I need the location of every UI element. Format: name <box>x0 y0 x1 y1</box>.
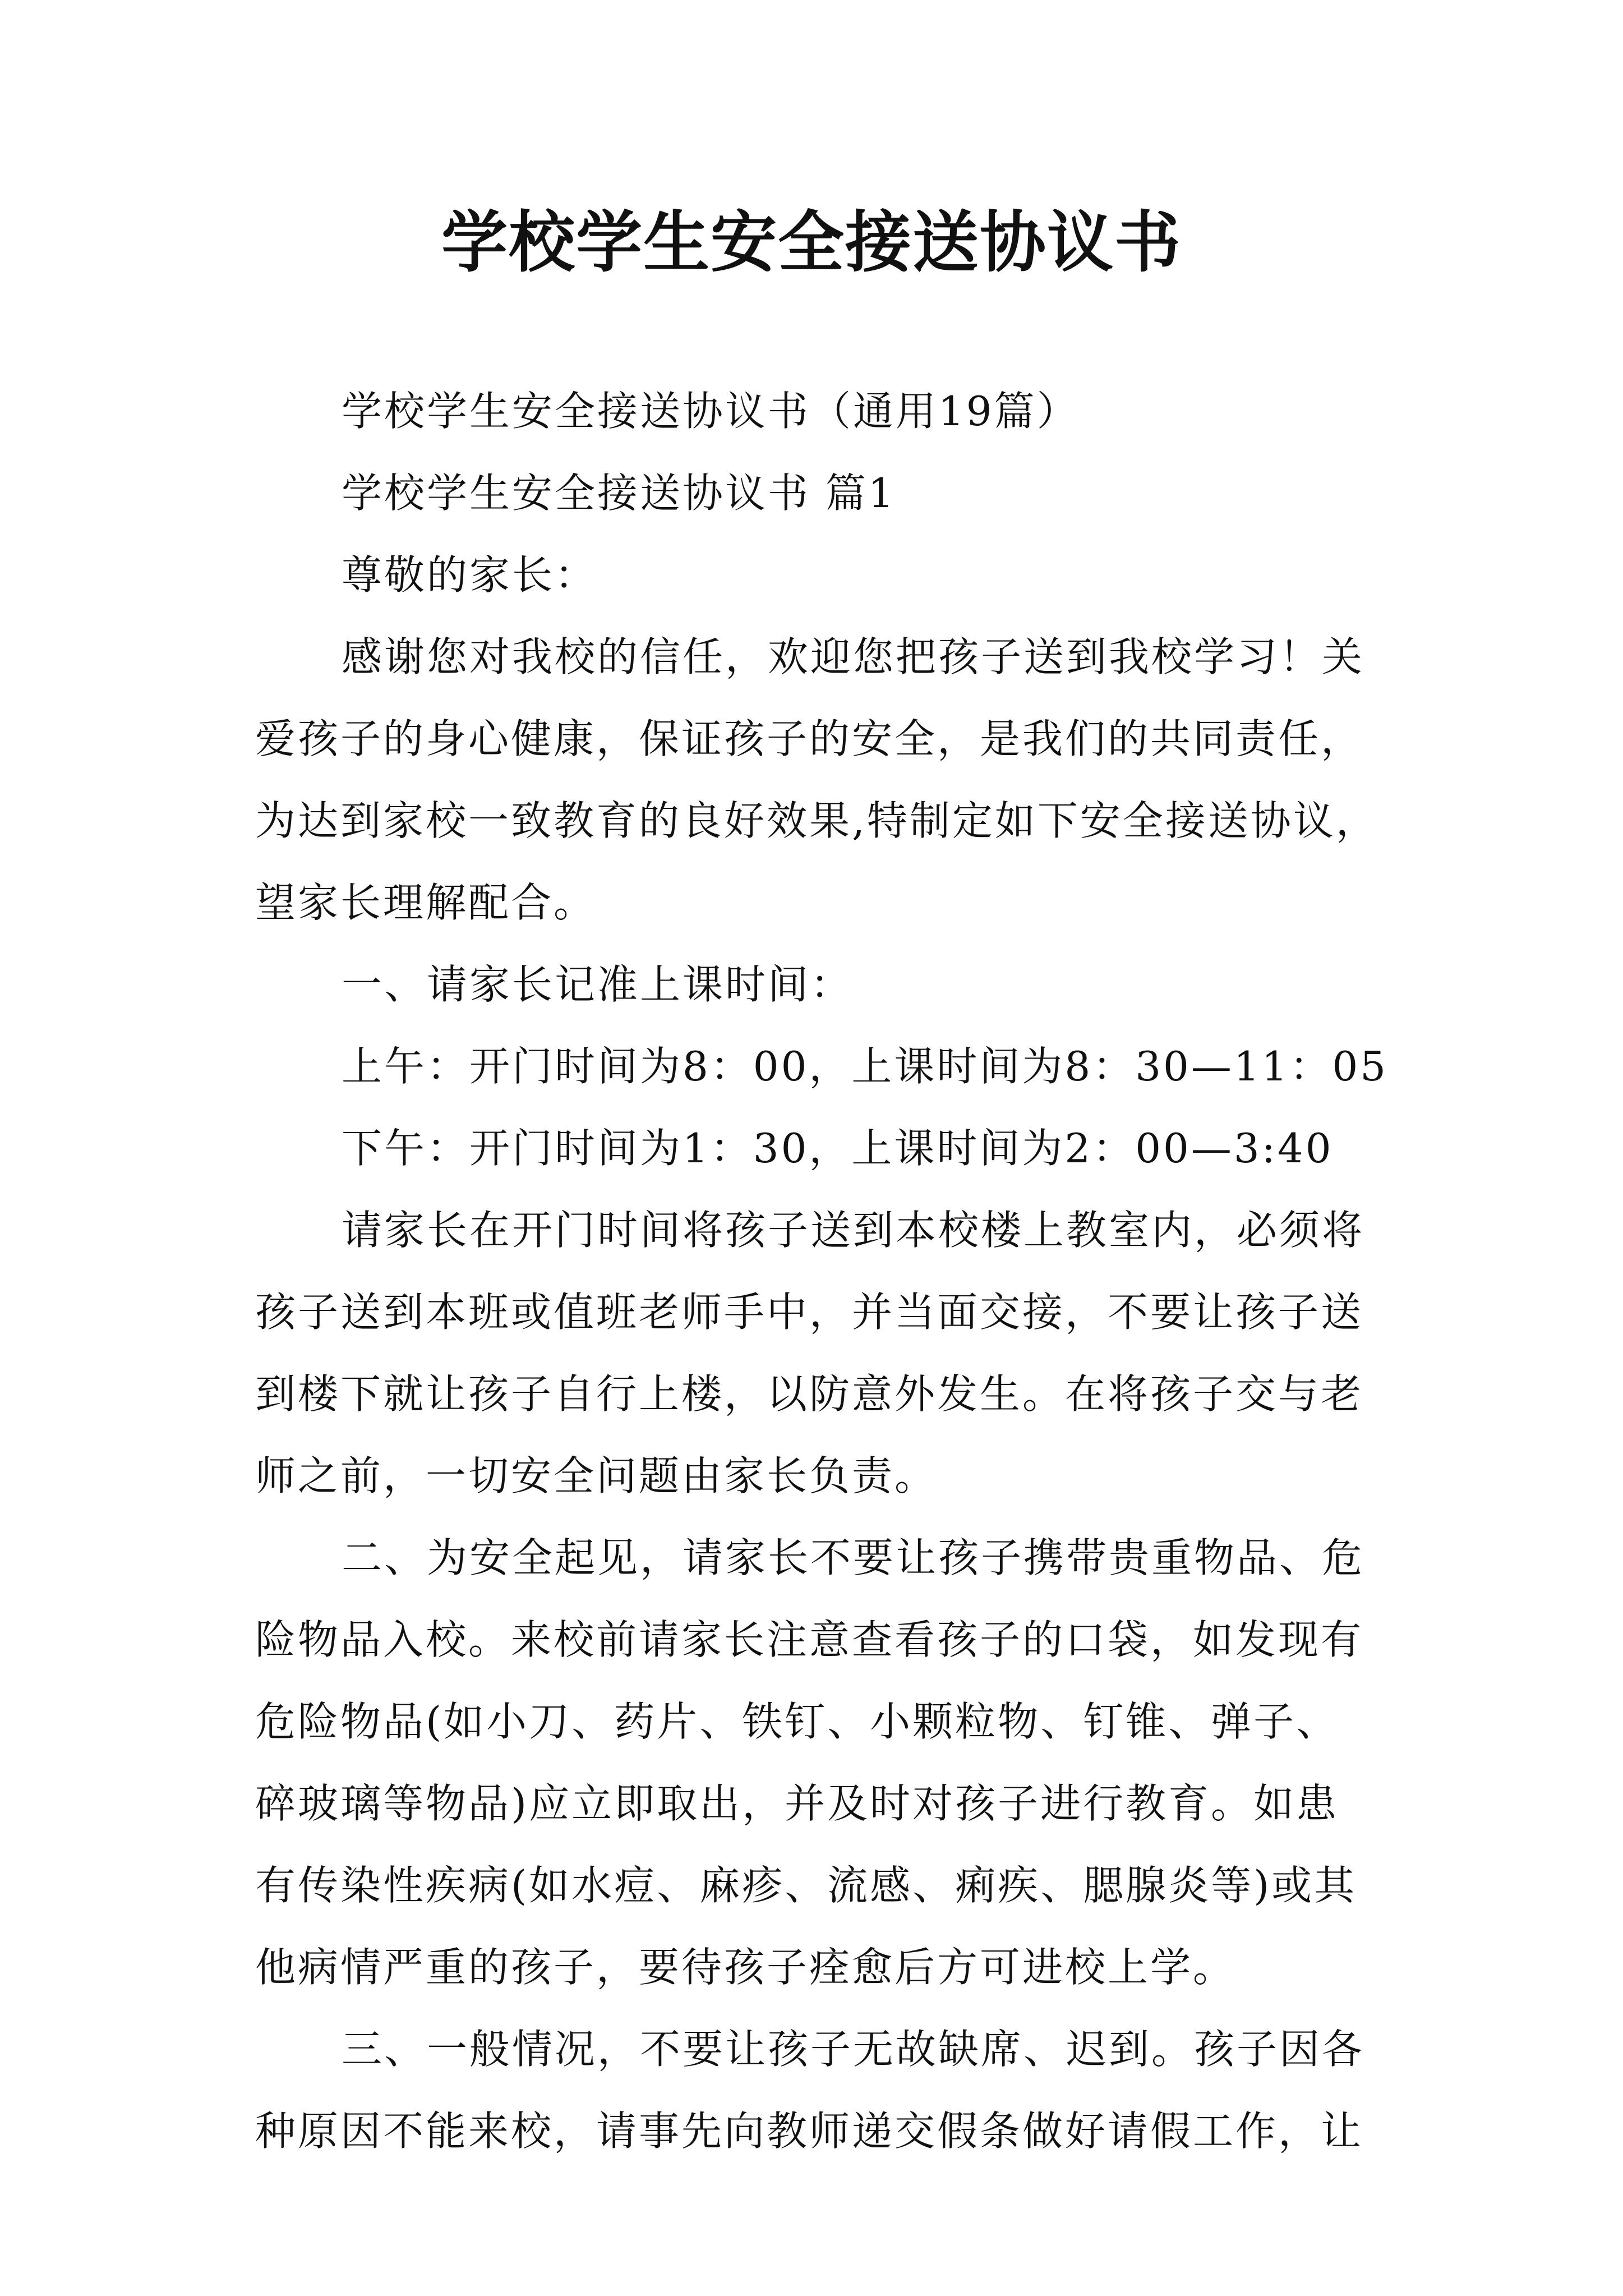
text-line: 他病情严重的孩子，要待孩子痊愈后方可进校上学。 <box>255 1944 1236 1991</box>
text-line: 尊敬的家长： <box>342 551 598 599</box>
text-line: 为达到家校一致教育的良好效果,特制定如下安全接送协议， <box>255 797 1378 844</box>
document-title: 学校学生安全接送协议书 <box>441 203 1182 281</box>
text-line: 望家长理解配合。 <box>255 879 597 926</box>
text-line: 感谢您对我校的信任，欢迎您把孩子送到我校学习！关 <box>342 633 1365 680</box>
text-line: 险物品入校。来校前请家长注意查看孩子的口袋，如发现有 <box>255 1616 1364 1663</box>
text-line: 一、请家长记准上课时间： <box>342 961 854 1008</box>
text-line: 下午：开门时间为1：30，上课时间为2：00—3:40 <box>342 1125 1334 1172</box>
text-line: 请家长在开门时间将孩子送到本校楼上教室内，必须将 <box>342 1207 1365 1254</box>
text-line: 师之前，一切安全问题由家长负责。 <box>255 1452 938 1499</box>
text-line: 学校学生安全接送协议书（通用19篇） <box>342 388 1080 435</box>
text-line: 危险物品(如小刀、药片、铁钉、小颗粒物、钉锥、弹子、 <box>255 1698 1339 1745</box>
text-line: 二、为安全起见，请家长不要让孩子携带贵重物品、危 <box>342 1534 1365 1581</box>
text-line: 孩子送到本班或值班老师手中，并当面交接，不要让孩子送 <box>255 1289 1364 1336</box>
text-line: 爱孩子的身心健康，保证孩子的安全，是我们的共同责任， <box>255 715 1364 762</box>
document-body <box>255 370 1389 2172</box>
text-line: 碎玻璃等物品)应立即取出，并及时对孩子进行教育。如患 <box>255 1780 1339 1827</box>
text-line: 三、一般情况，不要让孩子无故缺席、迟到。孩子因各 <box>342 2026 1365 2073</box>
text-line: 到楼下就让孩子自行上楼，以防意外发生。在将孩子交与老 <box>255 1370 1364 1418</box>
text-line: 学校学生安全接送协议书 篇1 <box>342 470 896 517</box>
text-line: 上午：开门时间为8：00，上课时间为8：30—11：05 <box>342 1043 1389 1090</box>
text-line: 有传染性疾病(如水痘、麻疹、流感、痢疾、腮腺炎等)或其 <box>255 1862 1357 1909</box>
text-line: 种原因不能来校，请事先向教师递交假条做好请假工作，让 <box>255 2108 1364 2155</box>
